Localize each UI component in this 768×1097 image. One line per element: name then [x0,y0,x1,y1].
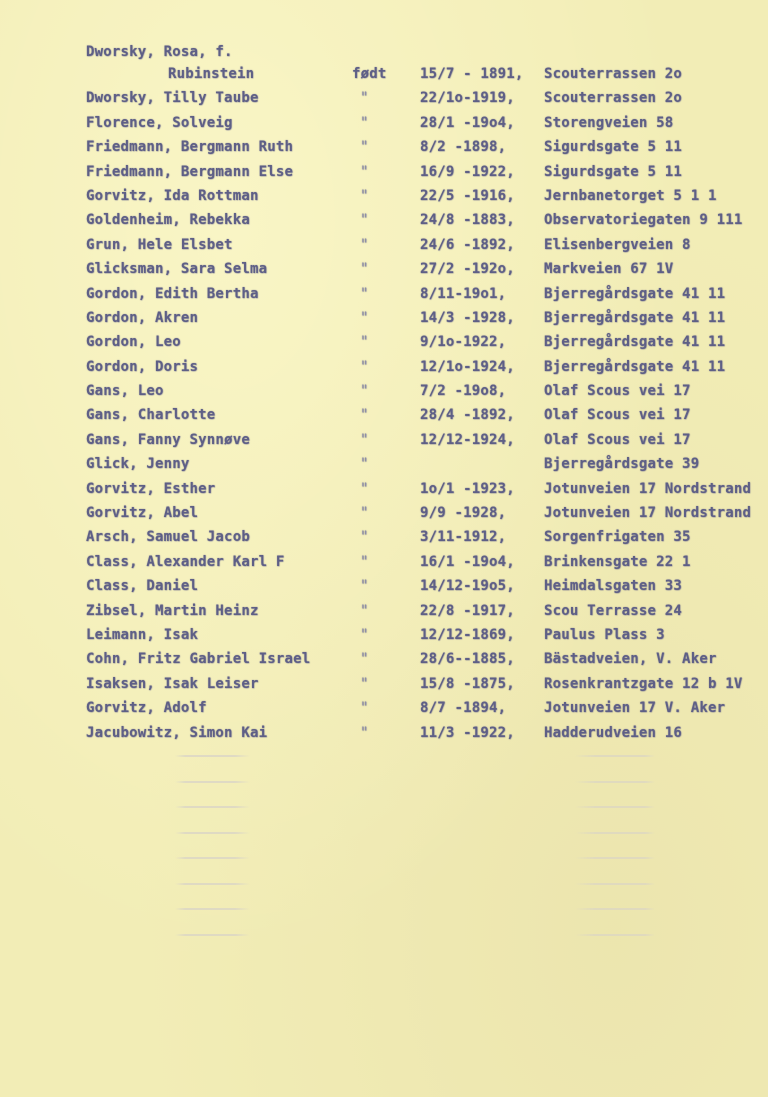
list-item [0,603,768,627]
person-name: Jacubowitz, Simon Kai [86,724,268,741]
list-item [0,407,768,431]
birth-mark: " [360,334,369,351]
address: Bjerregårdsgate 41 11 [544,285,726,302]
birth-mark: " [360,261,369,278]
birth-mark: " [360,602,369,619]
birth-mark: " [360,480,369,497]
address: Hadderudveien 16 [544,724,683,741]
birth-date: 3/11-1912, [420,529,507,546]
birth-date: 12/1o-1924, [420,358,515,375]
birth-date: 8/11-19o1, [420,285,507,302]
address: Bjerregårdsgate 41 11 [544,334,726,351]
person-name: Gans, Charlotte [86,407,216,424]
list-item [0,139,768,163]
birth-mark: " [360,529,369,546]
address: Brinkensgate 22 1 [544,553,691,570]
list-item [0,212,768,236]
address: Olaf Scous vei 17 [544,383,691,400]
address: Heimdalsgaten 33 [544,578,683,595]
list-item [0,359,768,383]
show-through-lines [175,755,715,959]
person-name: Gans, Fanny Synnøve [86,431,250,448]
list-item [0,66,768,90]
person-name: Leimann, Isak [86,626,199,643]
birth-date: 27/2 -192o, [420,261,515,278]
address: Bjerregårdsgate 41 11 [544,309,726,326]
list-item [0,334,768,358]
birth-date: 24/8 -1883, [420,212,515,229]
address: Bästadveien, V. Aker [544,651,717,668]
birth-date: 16/9 -1922, [420,163,515,180]
birth-mark: " [360,407,369,424]
birth-mark: " [360,383,369,400]
birth-date: 8/2 -1898, [420,139,507,156]
birth-mark: " [360,212,369,229]
person-name: Glicksman, Sara Selma [86,261,268,278]
list-item [0,505,768,529]
person-name: Rubinstein [168,66,255,82]
person-name: Gordon, Edith Bertha [86,285,259,302]
birth-mark: " [360,456,369,473]
address: Bjerregårdsgate 39 [544,456,700,473]
list-item [0,310,768,334]
person-name: Gorvitz, Esther [86,480,216,497]
birth-date: 22/1o-1919, [420,90,515,107]
birth-date: 15/7 - 1891, [420,66,524,82]
address: Scouterrassen 2o [544,90,683,107]
list-item [0,725,768,749]
person-name: Grun, Hele Elsbet [86,236,233,253]
list-item [0,188,768,212]
person-name: Gorvitz, Ida Rottman [86,187,259,204]
birth-date: 11/3 -1922, [420,724,515,741]
birth-date: 14/3 -1928, [420,309,515,326]
address: Scouterrassen 2o [544,66,683,82]
birth-date: 15/8 -1875, [420,675,515,692]
birth-mark: født [352,66,387,82]
birth-date: 7/2 -19o8, [420,383,507,400]
first-line: Dworsky, Rosa, f. [86,44,233,60]
person-name: Florence, Solveig [86,114,233,131]
birth-mark: " [360,626,369,643]
birth-mark: " [360,578,369,595]
birth-mark: " [360,163,369,180]
birth-date: 22/5 -1916, [420,187,515,204]
list-item [0,700,768,724]
list-item [0,432,768,456]
address: Sigurdsgate 5 11 [544,139,683,156]
person-name: Isaksen, Isak Leiser [86,675,259,692]
person-name: Gans, Leo [86,383,164,400]
person-name: Glick, Jenny [86,456,190,473]
list-item [0,237,768,261]
birth-date: 9/1o-1922, [420,334,507,351]
list-item [0,383,768,407]
list-item [0,90,768,114]
birth-date: 28/6--1885, [420,651,515,668]
birth-mark: " [360,90,369,107]
address: Sorgenfrigaten 35 [544,529,691,546]
person-name: Dworsky, Tilly Taube [86,90,259,107]
birth-date: 1o/1 -1923, [420,480,515,497]
person-name: Cohn, Fritz Gabriel Israel [86,651,311,668]
birth-mark: " [360,358,369,375]
list-item [0,529,768,553]
birth-mark: " [360,651,369,668]
address: Elisenbergveien 8 [544,236,691,253]
birth-mark: " [360,139,369,156]
address: Jotunveien 17 Nordstrand [544,505,752,522]
list-item [0,164,768,188]
address: Jotunveien 17 V. Aker [544,700,726,717]
address: Sigurdsgate 5 11 [544,163,683,180]
address: Bjerregårdsgate 41 11 [544,358,726,375]
address: Storengveien 58 [544,114,674,131]
birth-mark: " [360,236,369,253]
list-item [0,554,768,578]
birth-date: 12/12-1869, [420,626,515,643]
person-name: Class, Daniel [86,578,199,595]
person-name: Gordon, Akren [86,309,199,326]
address: Olaf Scous vei 17 [544,407,691,424]
birth-mark: " [360,553,369,570]
birth-mark: " [360,724,369,741]
list-item [0,578,768,602]
person-name: Arsch, Samuel Jacob [86,529,250,546]
birth-date: 28/1 -19o4, [420,114,515,131]
person-name: Friedmann, Bergmann Else [86,163,294,180]
birth-date: 24/6 -1892, [420,236,515,253]
list-item [0,115,768,139]
person-name: Class, Alexander Karl F [86,553,285,570]
address: Jernbanetorget 5 1 1 [544,187,717,204]
address: Jotunveien 17 Nordstrand [544,480,752,497]
birth-date: 9/9 -1928, [420,505,507,522]
list-item [0,481,768,505]
list-item [0,651,768,675]
birth-date: 8/7 -1894, [420,700,507,717]
birth-date: 16/1 -19o4, [420,553,515,570]
birth-mark: " [360,309,369,326]
birth-mark: " [360,505,369,522]
birth-date: 28/4 -1892, [420,407,515,424]
list-item [0,676,768,700]
address: Scou Terrasse 24 [544,602,683,619]
address: Rosenkrantzgate 12 b 1V [544,675,743,692]
address: Observatoriegaten 9 111 [544,212,743,229]
birth-mark: " [360,431,369,448]
person-name: Zibsel, Martin Heinz [86,602,259,619]
birth-mark: " [360,675,369,692]
name-list [0,66,768,749]
person-name: Gordon, Leo [86,334,181,351]
address: Markveien 67 1V [544,261,674,278]
list-item [0,261,768,285]
birth-date: 12/12-1924, [420,431,515,448]
person-name: Gordon, Doris [86,358,199,375]
address: Olaf Scous vei 17 [544,431,691,448]
birth-date: 14/12-19o5, [420,578,515,595]
birth-date: 22/8 -1917, [420,602,515,619]
birth-mark: " [360,187,369,204]
birth-mark: " [360,285,369,302]
birth-mark: " [360,114,369,131]
list-item [0,627,768,651]
person-name: Friedmann, Bergmann Ruth [86,139,294,156]
person-name: Gorvitz, Abel [86,505,199,522]
person-name: Goldenheim, Rebekka [86,212,250,229]
birth-mark: " [360,700,369,717]
person-name: Gorvitz, Adolf [86,700,207,717]
list-item [0,456,768,480]
address: Paulus Plass 3 [544,626,665,643]
list-item [0,286,768,310]
